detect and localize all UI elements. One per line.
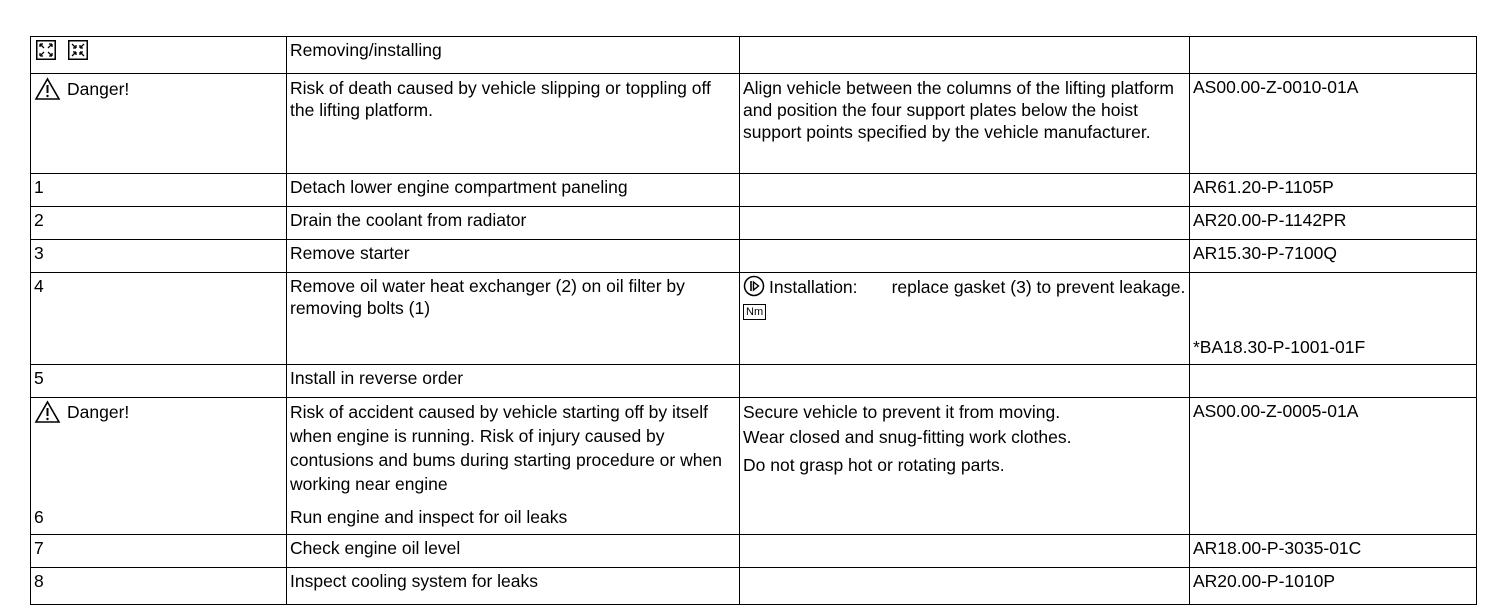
warning-triangle-icon <box>34 77 61 101</box>
action-cell: Drain the coolant from radiator <box>287 207 740 240</box>
action-cell: Inspect cooling system for leaks <box>287 568 740 605</box>
ref-cell: AR18.00-P-3035-01C <box>1190 535 1477 568</box>
table-row <box>31 240 1477 273</box>
note-line: Secure vehicle to prevent it from moving. <box>743 402 1061 422</box>
note-cell <box>740 207 1190 240</box>
step-cell: 4 <box>31 273 287 365</box>
step-cell <box>31 74 287 174</box>
installation-label: Installation: <box>769 277 858 297</box>
action-cell: Risk of death caused by vehicle slipping or toppling off the lifting platform. <box>287 74 740 174</box>
danger-text: Risk of accident caused by vehicle starting off by itself when engine is running. Risk of injury caused by contusions and bums during starting procedure or when working near engine <box>290 402 722 494</box>
remove-icon <box>36 40 56 60</box>
step-cell: 7 <box>31 535 287 568</box>
danger-label: Danger! <box>67 402 130 422</box>
note-cell: Align vehicle between the columns of the lifting platform and position the four support plates below the hoist support points specified by the vehicle manufacturer. <box>740 74 1190 174</box>
ref-cell: AR61.20-P-1105P <box>1190 174 1477 207</box>
ref-cell: AR15.30-P-7100Q <box>1190 240 1477 273</box>
step-cell: 3 <box>31 240 287 273</box>
step-number: 6 <box>34 507 44 527</box>
note-cell <box>740 398 1190 535</box>
ref-link: *BA18.30-P-1001-01F <box>1193 337 1366 357</box>
step-text: Run engine and inspect for oil leaks <box>290 507 568 527</box>
ref-cell <box>1190 273 1477 365</box>
note-cell <box>740 240 1190 273</box>
procedure-table <box>30 36 1477 605</box>
step-cell: 2 <box>31 207 287 240</box>
step-cell <box>31 398 287 535</box>
table-row <box>31 174 1477 207</box>
ref-cell: AS00.00-Z-0005-01A <box>1190 398 1477 535</box>
ref-cell: AS00.00-Z-0010-01A <box>1190 74 1477 174</box>
action-cell: Detach lower engine compartment paneling <box>287 174 740 207</box>
step-cell <box>31 37 287 74</box>
note-cell <box>740 365 1190 398</box>
step-cell: 8 <box>31 568 287 605</box>
note-line: Wear closed and snug-fitting work clothes. <box>743 427 1072 447</box>
table-row <box>31 398 1477 535</box>
action-cell: Removing/installing <box>287 37 740 74</box>
note-line: Do not grasp hot or rotating parts. <box>743 455 1005 475</box>
step-cell: 5 <box>31 365 287 398</box>
ref-cell: AR20.00-P-1142PR <box>1190 207 1477 240</box>
table-row <box>31 535 1477 568</box>
ref-cell <box>1190 365 1477 398</box>
table-row <box>31 74 1477 174</box>
warning-triangle-icon <box>34 400 61 424</box>
table-row <box>31 568 1477 605</box>
note-cell <box>740 37 1190 74</box>
action-cell: Check engine oil level <box>287 535 740 568</box>
installation-note: replace gasket (3) to prevent leakage. <box>891 277 1186 297</box>
table-row <box>31 273 1477 365</box>
note-cell <box>740 273 1190 365</box>
action-cell: Remove oil water heat exchanger (2) on oil filter by removing bolts (1) <box>287 273 740 365</box>
table-row <box>31 365 1477 398</box>
ref-cell: AR20.00-P-1010P <box>1190 568 1477 605</box>
action-cell <box>287 398 740 535</box>
step-cell: 1 <box>31 174 287 207</box>
install-icon <box>68 40 88 60</box>
action-cell: Install in reverse order <box>287 365 740 398</box>
danger-label: Danger! <box>67 79 130 99</box>
ref-cell <box>1190 37 1477 74</box>
note-cell <box>740 568 1190 605</box>
installation-icon <box>743 275 765 297</box>
note-cell <box>740 174 1190 207</box>
table-row <box>31 37 1477 74</box>
action-cell: Remove starter <box>287 240 740 273</box>
note-cell <box>740 535 1190 568</box>
torque-icon: Nm <box>743 304 766 320</box>
table-row <box>31 207 1477 240</box>
